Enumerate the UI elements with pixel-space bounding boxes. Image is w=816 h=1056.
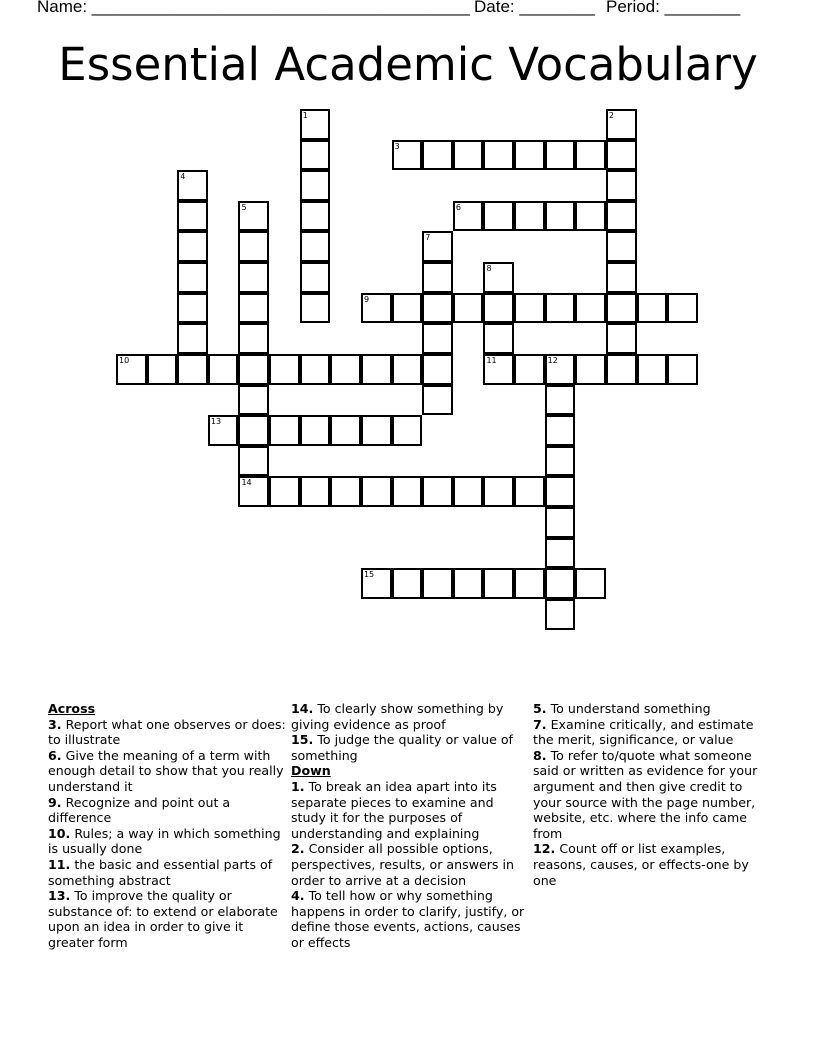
- grid-cell[interactable]: [483, 323, 514, 354]
- grid-cell[interactable]: [667, 293, 698, 324]
- clue-down: 4. To tell how or why something happens in order to clarify, justify, or define those events, actions, causes or effects: [291, 888, 525, 950]
- clue-down: 7. Examine critically, and estimate the merit, significance, or value: [533, 716, 754, 748]
- grid-cell[interactable]: [238, 476, 269, 507]
- grid-cell[interactable]: [300, 354, 331, 385]
- clue-number: 10: [119, 355, 130, 365]
- grid-cell[interactable]: [330, 415, 361, 446]
- clue-down: 8. To refer to/quote what someone said or written as evidence for your argument and then give credit to your source with the page number, website, etc. where the info came from: [533, 747, 758, 841]
- grid-cell[interactable]: [300, 231, 331, 262]
- grid-cell[interactable]: [238, 385, 269, 416]
- clue-across: 15. To judge the quality or value of something: [291, 732, 513, 763]
- grid-cell[interactable]: [483, 354, 514, 385]
- grid-cell[interactable]: [545, 140, 576, 171]
- grid-cell[interactable]: [514, 354, 545, 385]
- grid-cell[interactable]: [514, 140, 545, 171]
- grid-cell[interactable]: [269, 415, 300, 446]
- clue-across: 11. the basic and essential parts of something abstract: [48, 856, 273, 888]
- clue-number: 6: [455, 202, 461, 212]
- date-field[interactable]: Date: ________: [474, 0, 595, 16]
- grid-cell[interactable]: [300, 109, 331, 140]
- grid-cell[interactable]: [392, 354, 423, 385]
- grid-cell[interactable]: [667, 354, 698, 385]
- grid-cell[interactable]: [606, 109, 637, 140]
- grid-cell[interactable]: [575, 354, 606, 385]
- grid-cell[interactable]: [606, 262, 637, 293]
- grid-cell[interactable]: [300, 476, 331, 507]
- down-heading: Down: [291, 763, 331, 779]
- clue-across: 3. Report what one observes or does: to illustrate: [48, 716, 286, 748]
- grid-cell[interactable]: [300, 262, 331, 293]
- grid-cell[interactable]: [545, 201, 576, 232]
- grid-cell[interactable]: [238, 293, 269, 324]
- clue-number: 1: [302, 111, 308, 120]
- page-title: Essential Academic Vocabulary: [58, 38, 758, 91]
- grid-cell[interactable]: [453, 568, 484, 599]
- grid-cell[interactable]: [208, 415, 239, 446]
- grid-cell[interactable]: [606, 140, 637, 171]
- grid-cell[interactable]: [637, 354, 668, 385]
- grid-cell[interactable]: [361, 354, 392, 385]
- grid-cell[interactable]: [514, 201, 545, 232]
- grid-cell[interactable]: [575, 568, 606, 599]
- grid-cell[interactable]: [422, 231, 453, 262]
- grid-cell[interactable]: [545, 446, 576, 477]
- grid-cell[interactable]: [147, 354, 178, 385]
- grid-cell[interactable]: [269, 476, 300, 507]
- clue-number: 14: [241, 478, 252, 488]
- grid-cell[interactable]: [514, 293, 545, 324]
- clue-across: 14. To clearly show something by giving evidence as proof: [291, 701, 504, 732]
- grid-cell[interactable]: [238, 323, 269, 354]
- grid-cell[interactable]: [422, 140, 453, 171]
- grid-cell[interactable]: [330, 476, 361, 507]
- clue-number: 9: [363, 294, 370, 304]
- grid-cell[interactable]: [545, 415, 576, 446]
- grid-cell[interactable]: [238, 231, 269, 262]
- clue-across: 6. Give the meaning of a term with enough detail to show that you really understand it: [48, 747, 284, 794]
- clues-column-3: [533, 701, 771, 888]
- grid-cell[interactable]: [483, 201, 514, 232]
- clue-number: 7: [425, 233, 431, 243]
- clue-number: 13: [210, 417, 222, 427]
- grid-cell[interactable]: [238, 415, 269, 446]
- grid-cell[interactable]: [575, 201, 606, 232]
- across-heading: Across: [48, 701, 96, 716]
- grid-cell[interactable]: [575, 293, 606, 324]
- grid-cell[interactable]: [606, 201, 637, 232]
- grid-cell[interactable]: [330, 354, 361, 385]
- grid-cell[interactable]: [514, 568, 545, 599]
- grid-cell[interactable]: [453, 201, 484, 232]
- grid-cell[interactable]: [208, 354, 239, 385]
- grid-cell[interactable]: [545, 568, 576, 599]
- grid-cell[interactable]: [361, 293, 392, 324]
- clue-number: 8: [486, 264, 492, 274]
- grid-cell[interactable]: [483, 140, 514, 171]
- grid-cell[interactable]: [238, 354, 269, 385]
- grid-cell[interactable]: [361, 476, 392, 507]
- clue-down: 2. Consider all possible options, perspectives, results, or answers in order to arrive at a decision: [291, 841, 514, 888]
- grid-cell[interactable]: [361, 568, 392, 599]
- grid-cell[interactable]: [300, 140, 331, 171]
- grid-cell[interactable]: [453, 476, 484, 507]
- grid-cell[interactable]: [269, 354, 300, 385]
- grid-cell[interactable]: [392, 140, 423, 171]
- grid-cell[interactable]: [300, 415, 331, 446]
- grid-cell[interactable]: [238, 262, 269, 293]
- grid-cell[interactable]: [422, 568, 453, 599]
- grid-cell[interactable]: [545, 538, 576, 569]
- grid-cell[interactable]: [483, 476, 514, 507]
- grid-cell[interactable]: [422, 262, 453, 293]
- grid-cell[interactable]: [361, 415, 392, 446]
- grid-cell[interactable]: [177, 354, 208, 385]
- clue-number: 5: [241, 202, 247, 212]
- grid-cell[interactable]: [177, 231, 208, 262]
- name-field[interactable]: Name: ________________________________________: [37, 0, 470, 16]
- grid-cell[interactable]: [453, 293, 484, 324]
- clue-down: 1. To break an idea apart into its separate pieces to examine and study it for the purposes of understanding and explaining: [291, 778, 497, 841]
- clue-across: 9. Recognize and point out a difference: [48, 794, 231, 826]
- grid-cell[interactable]: [392, 476, 423, 507]
- grid-cell[interactable]: [392, 568, 423, 599]
- clues-column-1: [48, 701, 286, 951]
- grid-cell[interactable]: [300, 201, 331, 232]
- grid-cell[interactable]: [545, 599, 576, 630]
- grid-cell[interactable]: [606, 323, 637, 354]
- grid-cell[interactable]: [177, 293, 208, 324]
- grid-cell[interactable]: [606, 293, 637, 324]
- clue-down: 5. To understand something: [533, 701, 711, 716]
- grid-cell[interactable]: [238, 446, 269, 477]
- grid-cell[interactable]: [483, 293, 514, 324]
- grid-cell[interactable]: [453, 140, 484, 171]
- grid-cell[interactable]: [116, 354, 147, 385]
- period-field[interactable]: Period: ________: [606, 0, 741, 16]
- grid-cell[interactable]: [545, 507, 576, 538]
- clue-number: 11: [486, 355, 497, 365]
- grid-cell[interactable]: [545, 293, 576, 324]
- grid-cell[interactable]: [606, 231, 637, 262]
- clue-number: 3: [394, 141, 400, 151]
- grid-cell[interactable]: [545, 354, 576, 385]
- grid-cell[interactable]: [177, 262, 208, 293]
- grid-cell[interactable]: [514, 476, 545, 507]
- grid-cell[interactable]: [606, 170, 637, 201]
- grid-cell[interactable]: [422, 354, 453, 385]
- grid-cell[interactable]: [422, 293, 453, 324]
- grid-cell[interactable]: [177, 323, 208, 354]
- grid-cell[interactable]: [422, 476, 453, 507]
- clue-number: 2: [608, 111, 614, 120]
- clues-column-2: [291, 701, 529, 951]
- grid-cell[interactable]: [238, 201, 269, 232]
- grid-cell[interactable]: [392, 415, 423, 446]
- grid-cell[interactable]: [483, 568, 514, 599]
- clue-down: 12. Count off or list examples, reasons, causes, or effects-one by one: [533, 841, 749, 888]
- clue-across: 13. To improve the quality or substance of: to extend or elaborate upon an idea in order to give it greater form: [48, 888, 278, 950]
- grid-cell[interactable]: [300, 293, 331, 324]
- grid-cell[interactable]: [177, 170, 208, 201]
- grid-cell[interactable]: [637, 293, 668, 324]
- grid-cell[interactable]: [545, 476, 576, 507]
- clue-number: 12: [547, 355, 558, 365]
- grid-cell[interactable]: [483, 262, 514, 293]
- clue-number: 15: [363, 570, 375, 580]
- grid-cell[interactable]: [177, 201, 208, 232]
- grid-cell[interactable]: [606, 354, 637, 385]
- grid-cell[interactable]: [300, 170, 331, 201]
- grid-cell[interactable]: [422, 385, 453, 416]
- clue-number: 4: [180, 172, 186, 182]
- grid-cell[interactable]: [545, 385, 576, 416]
- grid-cell[interactable]: [392, 293, 423, 324]
- grid-cell[interactable]: [575, 140, 606, 171]
- grid-cell[interactable]: [422, 323, 453, 354]
- clue-across: 10. Rules; a way in which something is usually done: [48, 825, 281, 857]
